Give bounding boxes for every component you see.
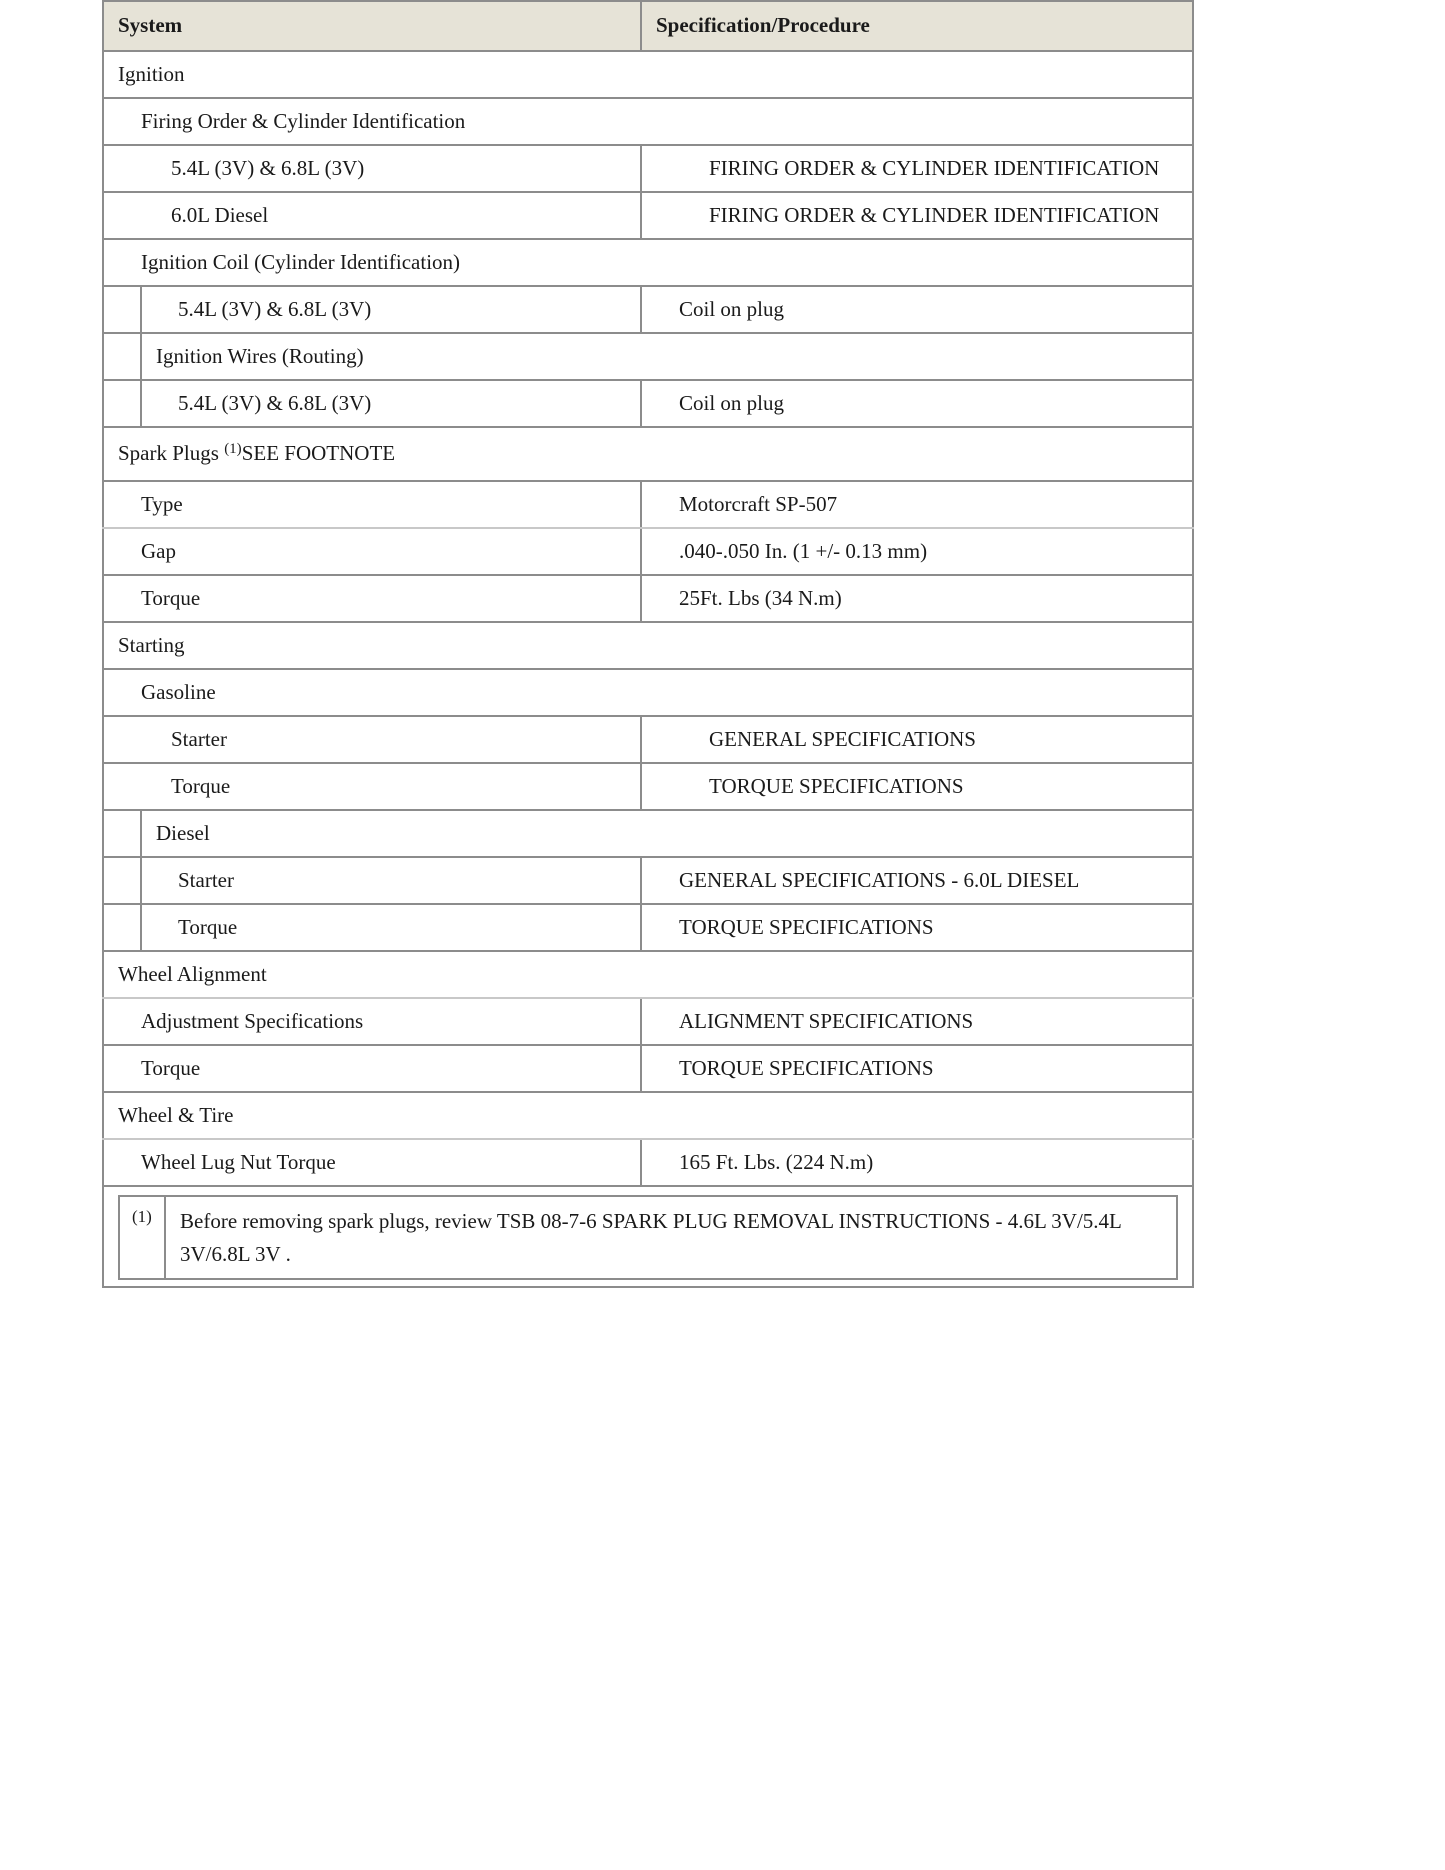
section-label-ignition: Ignition [103, 51, 1193, 98]
section-cell-spark-plugs [103, 427, 1193, 481]
spec-link-firing-order[interactable]: FIRING ORDER & CYLINDER IDENTIFICATION [641, 145, 1193, 192]
section-row-wheel-alignment [103, 951, 1193, 998]
indent-spacer [104, 334, 142, 379]
spec-cell: Motorcraft SP-507 [641, 481, 1193, 528]
system-cell-nested [103, 857, 641, 904]
subsection-label-ignition-coil: Ignition Coil (Cylinder Identification) [103, 239, 1193, 286]
spec-link-torque-specifications-diesel[interactable]: TORQUE SPECIFICATIONS [641, 904, 1193, 951]
header-system: System [103, 1, 641, 51]
spec-link-torque-specifications-alignment[interactable]: TORQUE SPECIFICATIONS [641, 1045, 1193, 1092]
spec-link-general-specifications-diesel[interactable]: GENERAL SPECIFICATIONS - 6.0L DIESEL [641, 857, 1193, 904]
table-row [103, 1139, 1193, 1186]
system-cell: Torque [103, 1045, 641, 1092]
system-cell: 6.0L Diesel [103, 192, 641, 239]
header-row [103, 1, 1193, 51]
subsection-label-firing-order: Firing Order & Cylinder Identification [103, 98, 1193, 145]
footnote-cell [103, 1186, 1193, 1287]
system-cell: Type [103, 481, 641, 528]
indent-spacer [104, 905, 142, 950]
table-row [103, 528, 1193, 575]
table-row [103, 380, 1193, 427]
indent-spacer [104, 287, 142, 332]
subsection-row-firing-order [103, 98, 1193, 145]
section-row-wheel-tire [103, 1092, 1193, 1139]
table-row [103, 857, 1193, 904]
section-row-spark-plugs [103, 427, 1193, 481]
footnote-number: (1) [119, 1196, 165, 1279]
system-cell-nested [103, 904, 641, 951]
system-cell: Torque [103, 575, 641, 622]
spec-cell: 25Ft. Lbs (34 N.m) [641, 575, 1193, 622]
section-label-spark-plugs: Spark Plugs [118, 441, 225, 466]
system-cell: Wheel Lug Nut Torque [103, 1139, 641, 1186]
table-row [103, 286, 1193, 333]
indent-spacer [104, 381, 142, 426]
system-cell: Torque [103, 763, 641, 810]
table-row [103, 998, 1193, 1045]
subsection-row-gasoline [103, 669, 1193, 716]
section-label-wheel-alignment: Wheel Alignment [103, 951, 1193, 998]
system-cell-nested [103, 380, 641, 427]
table-row [103, 192, 1193, 239]
spec-link-torque-specifications[interactable]: TORQUE SPECIFICATIONS [641, 763, 1193, 810]
spec-cell: .040-.050 In. (1 +/- 0.13 mm) [641, 528, 1193, 575]
table-row [103, 716, 1193, 763]
footnote-reference[interactable]: (1) [224, 441, 242, 458]
system-cell-nested [103, 286, 641, 333]
subsection-label-gasoline: Gasoline [103, 669, 1193, 716]
table-row [103, 904, 1193, 951]
system-cell: Adjustment Specifications [103, 998, 641, 1045]
table-row [103, 763, 1193, 810]
footnote-box [118, 1195, 1178, 1280]
subsection-row-ignition-coil [103, 239, 1193, 286]
spec-cell: Coil on plug [641, 286, 1193, 333]
system-cell-text: Starter [178, 867, 234, 892]
specification-table [102, 0, 1194, 1288]
table-row [103, 1045, 1193, 1092]
system-cell: Starter [103, 716, 641, 763]
section-label-wheel-tire: Wheel & Tire [103, 1092, 1193, 1139]
system-cell-text: Torque [178, 914, 238, 939]
table-row [103, 575, 1193, 622]
section-label-starting: Starting [103, 622, 1193, 669]
subsection-cell-diesel [103, 810, 1193, 857]
section-row-ignition [103, 51, 1193, 98]
spec-link-firing-order-diesel[interactable]: FIRING ORDER & CYLINDER IDENTIFICATION [641, 192, 1193, 239]
spec-link-alignment-specifications[interactable]: ALIGNMENT SPECIFICATIONS [641, 998, 1193, 1045]
spec-cell: Coil on plug [641, 380, 1193, 427]
system-cell: Gap [103, 528, 641, 575]
system-cell-text: 5.4L (3V) & 6.8L (3V) [178, 390, 372, 415]
table-row [103, 145, 1193, 192]
subsection-label-ignition-wires: Ignition Wires (Routing) [156, 343, 364, 368]
footnote-row [103, 1186, 1193, 1287]
indent-spacer [104, 811, 142, 856]
footnote-text: Before removing spark plugs, review TSB 08-7-6 SPARK PLUG REMOVAL INSTRUCTIONS - 4.6L 3V/5.4L 3V/6.8L 3V . [165, 1196, 1177, 1279]
spec-link-general-specifications[interactable]: GENERAL SPECIFICATIONS [641, 716, 1193, 763]
subsection-label-diesel: Diesel [156, 820, 210, 845]
subsection-row-diesel [103, 810, 1193, 857]
system-cell-text: 5.4L (3V) & 6.8L (3V) [178, 296, 372, 321]
subsection-cell-ignition-wires [103, 333, 1193, 380]
system-cell: 5.4L (3V) & 6.8L (3V) [103, 145, 641, 192]
section-row-starting [103, 622, 1193, 669]
table-row [103, 481, 1193, 528]
spec-cell: 165 Ft. Lbs. (224 N.m) [641, 1139, 1193, 1186]
see-footnote-text: SEE FOOTNOTE [241, 441, 396, 466]
indent-spacer [104, 858, 142, 903]
subsection-row-ignition-wires [103, 333, 1193, 380]
header-specification: Specification/Procedure [641, 1, 1193, 51]
